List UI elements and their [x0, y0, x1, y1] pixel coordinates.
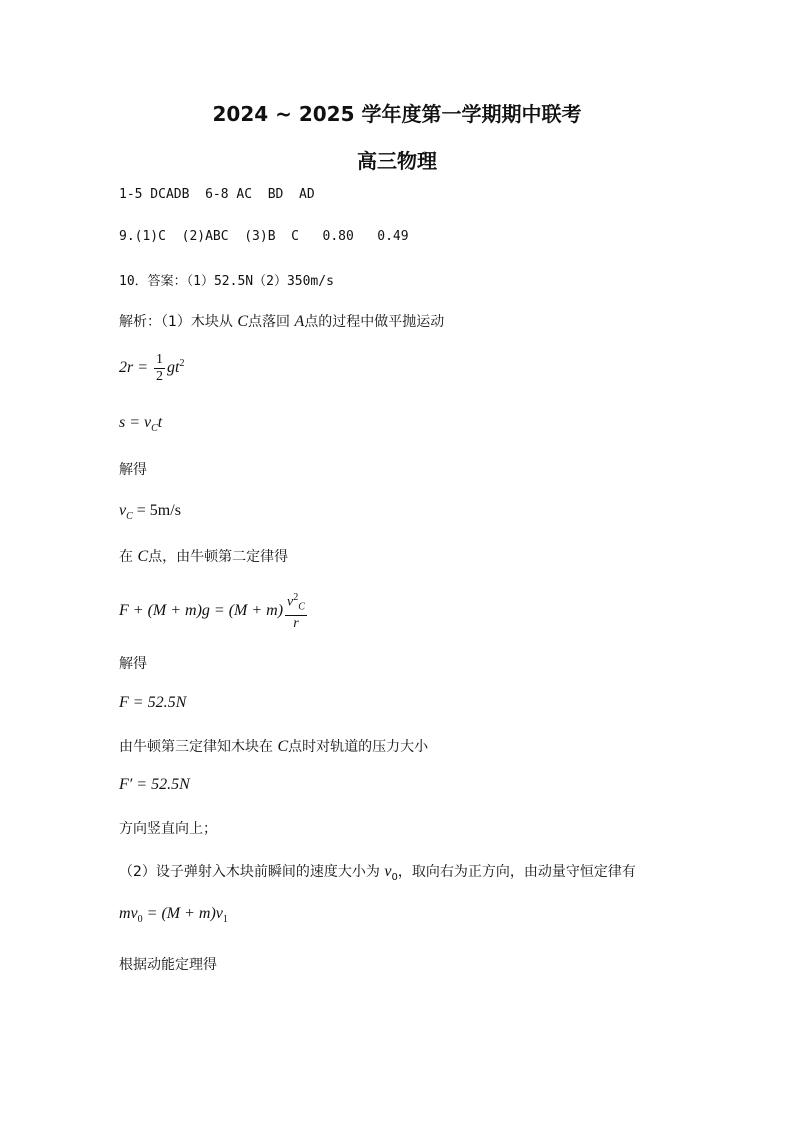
part2-suffix: ，取向右为正方向，由动量守恒定律有: [397, 864, 636, 880]
eq4-num-sup: 2: [293, 592, 299, 603]
exam-subtitle: 高三物理: [357, 149, 437, 173]
part2-prefix: （2）设子弹射入木块前瞬间的速度大小为: [119, 864, 385, 880]
eq7-b: = (M + m)v: [142, 905, 223, 922]
equation-force: F = 52.5N: [119, 694, 187, 711]
eq4-num-var: v: [287, 594, 294, 610]
eq4-num-sub: C: [298, 601, 305, 613]
intro-suffix: 点的过程中做平抛运动: [304, 314, 445, 330]
solution-intro: [119, 311, 444, 331]
eq7-a: mv: [119, 905, 138, 922]
equation-momentum: [119, 905, 228, 925]
intro-prefix: 解析：（1）木块从: [119, 314, 238, 330]
eq1-exponent: 2: [179, 357, 185, 369]
q10-answers: 10．答案：（1）52.5N（2）350m/s: [119, 274, 334, 289]
intro-mid: 点落回: [248, 314, 295, 330]
eq1-lhs: 2r =: [119, 359, 153, 377]
eq4-fraction: [285, 590, 307, 632]
eq4-numerator: [285, 590, 307, 616]
eq3-subscript: C: [126, 511, 133, 523]
energy-theorem-text: 根据动能定理得: [119, 957, 217, 973]
newton2-suffix: 点，由牛顿第二定律得: [148, 549, 289, 565]
equation-fall-height: [119, 352, 184, 385]
equation-velocity-c: [119, 502, 181, 522]
equation-reaction-force: F′ = 52.5N: [119, 776, 190, 793]
eq1-numerator: 1: [156, 352, 164, 367]
solve-label-1: 解得: [119, 462, 147, 478]
eq2-subscript: C: [151, 423, 158, 435]
newton-second-law-text: [119, 546, 288, 566]
q9-answers: 9.(1)C (2)ABC (3)B C 0.80 0.49: [119, 229, 409, 244]
mc-answers: 1-5 DCADB 6-8 AC BD AD: [119, 187, 315, 202]
eq7-b-sub: 1: [222, 914, 228, 926]
newton3-suffix: 点时对轨道的压力大小: [288, 739, 429, 755]
part2-var: v: [384, 863, 392, 880]
eq3-rhs: = 5m/s: [132, 502, 181, 519]
exam-title: 2024 ~ 2025 学年度第一学期期中联考: [212, 102, 582, 126]
eq4-lhs: F + (M + m)g = (M + m): [119, 601, 284, 619]
eq4-denominator: r: [293, 616, 299, 632]
equation-newton-second: [119, 590, 309, 632]
equation-distance: [119, 414, 162, 434]
eq1-fraction: [154, 352, 165, 385]
newton2-prefix: 在: [119, 549, 138, 565]
eq7-a-sub: 0: [137, 914, 143, 926]
newton-third-law-text: [119, 736, 428, 756]
point-a-label: A: [294, 313, 305, 330]
eq1-rhs: gt: [167, 359, 180, 377]
solve-label-2: 解得: [119, 656, 147, 672]
newton3-prefix: 由牛顿第三定律知木块在: [119, 739, 278, 755]
newton2-point: C: [137, 548, 149, 565]
eq2-lhs: s = v: [119, 414, 152, 431]
part2-sub: 0: [391, 871, 398, 883]
part2-text: [119, 861, 636, 883]
point-c-label: C: [237, 313, 249, 330]
newton3-point: C: [277, 738, 289, 755]
eq3-lhs: v: [119, 502, 127, 519]
eq1-denominator: 2: [156, 369, 164, 384]
eq2-rhs: t: [157, 414, 163, 431]
direction-text: 方向竖直向上；: [119, 821, 217, 837]
